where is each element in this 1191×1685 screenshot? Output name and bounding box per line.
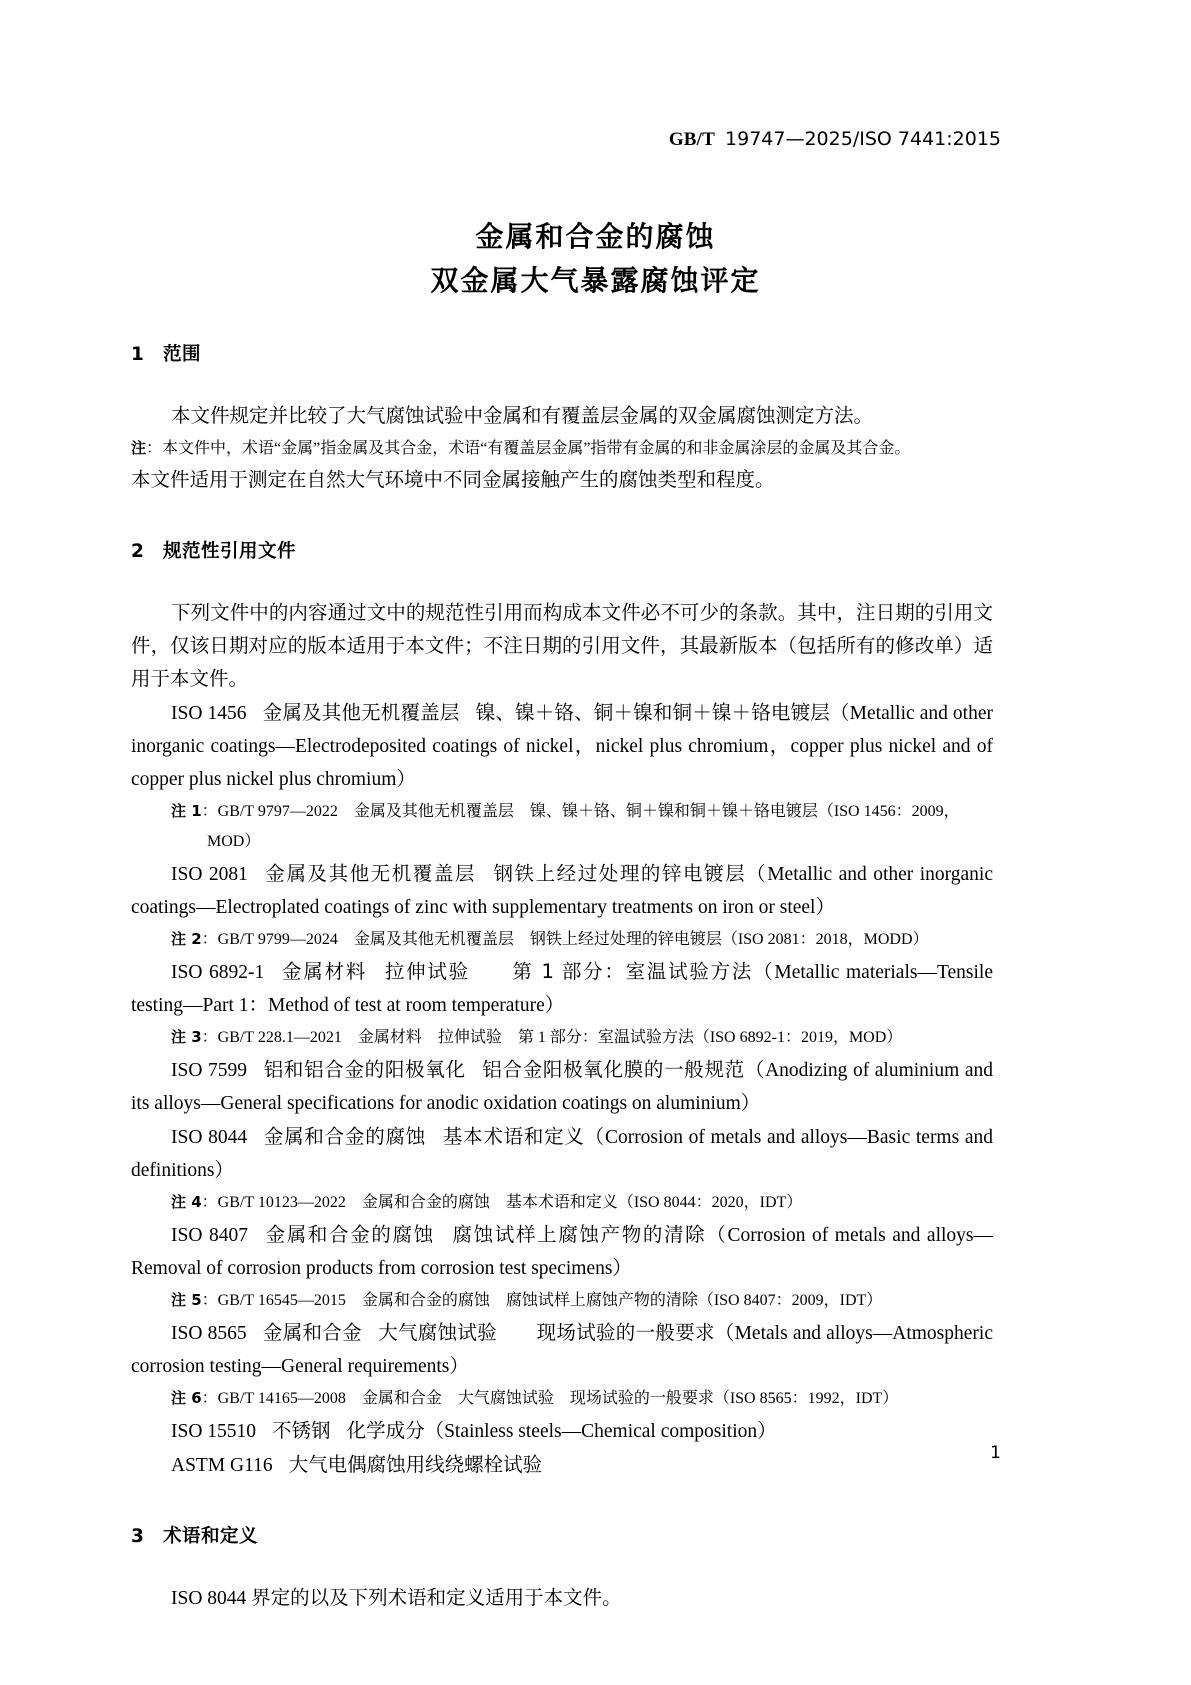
reference-id: ISO 1456 (171, 703, 247, 724)
reference-note (131, 1285, 993, 1316)
reference-zh-subtitle: 镍、镍＋铬、铜＋镍和铜＋镍＋铬电镀层 (475, 701, 830, 724)
reference-zh-subtitle: 基本术语和定义 (442, 1125, 585, 1148)
note-label: 注 2 (171, 930, 202, 948)
note-text: ：GB/T 10123—2022 金属和合金的腐蚀 基本术语和定义（ISO 8044：2020，IDT） (201, 1194, 803, 1211)
note-label: 注 6 (171, 1389, 202, 1407)
reference-id: ISO 8407 (171, 1225, 248, 1246)
reference-id: ISO 8044 (171, 1127, 248, 1148)
reference-en-title: （Metallic and other inorganic coatings—Electroplated coatings of zinc with supplementary treatments on iron or steel） (131, 864, 993, 918)
reference-zh-title: 铝和铝合金的阳极氧化 (263, 1058, 466, 1081)
reference-entry (131, 955, 993, 1022)
clause-title-2: 规范性引用文件 (163, 541, 297, 562)
reference-note (131, 1022, 993, 1053)
note-text: ：GB/T 9797—2022 金属及其他无机覆盖层 镍、镍＋铬、铜＋镍和铜＋镍＋铬电镀层（ISO 1456：2009， (201, 803, 960, 820)
reference-en-title: （Metals and alloys—Atmospheric corrosion testing—General requirements） (131, 1323, 993, 1377)
reference-id: ISO 6892-1 (171, 962, 265, 983)
terms-paragraph-1: ISO 8044 界定的以及下列术语和定义适用于本文件。 (171, 1588, 622, 1609)
reference-entry (131, 1218, 993, 1285)
scope-paragraph-1: 本文件规定并比较了大气腐蚀试验中金属和有覆盖层金属的双金属腐蚀测定方法。 (171, 406, 874, 427)
standard-code-number: 19747—2025/ISO 7441:2015 (725, 128, 1001, 150)
note-text-continued: MOD） (207, 833, 261, 850)
standard-code-prefix: GB/T (668, 129, 716, 150)
reference-zh-title: 金属及其他无机覆盖层 (263, 862, 476, 885)
reference-id: ISO 15510 (171, 1421, 257, 1442)
note-label: 注 3 (171, 1028, 202, 1046)
reference-zh-title: 金属及其他无机覆盖层 (262, 701, 460, 724)
scope-note (131, 433, 993, 464)
note-text: ：GB/T 14165—2008 金属和合金 大气腐蚀试验 现场试验的一般要求（ISO 8565：1992，IDT） (201, 1390, 899, 1407)
reference-en-title: （Metallic materials—Tensile testing—Part 1：Method of test at room temperature） (131, 962, 993, 1016)
reference-zh-subtitle: 铝合金阳极氧化膜的一般规范 (481, 1058, 745, 1081)
reference-en-title: （Corrosion of metals and alloys—Removal of corrosion products from corrosion test specimens） (131, 1225, 993, 1279)
reference-en-title: （Stainless steels—Chemical composition） (424, 1421, 777, 1442)
note-text: ：GB/T 228.1—2021 金属材料 拉伸试验 第 1 部分：室温试验方法（ISO 6892-1：2019，MOD） (201, 1029, 903, 1046)
page-number: 1 (990, 1443, 1001, 1463)
reference-en-title: （Metallic and other inorganic coatings—Electrodeposited coatings of nickel，nickel plus chromium，copper plus nickel and of copper plus nickel plus chromium） (131, 703, 993, 790)
reference-id: ISO 2081 (171, 864, 248, 885)
clause-number-1: 1 (131, 344, 145, 365)
reference-en-title: （Corrosion of metals and alloys—Basic terms and definitions） (131, 1127, 993, 1181)
document-body (131, 340, 993, 1615)
reference-entry (131, 1316, 993, 1383)
reference-note (131, 796, 993, 857)
clause-title-3: 术语和定义 (163, 1526, 259, 1547)
reference-id: ASTM G116 (171, 1455, 273, 1476)
reference-zh-title: 金属材料 (280, 960, 368, 983)
note-text: ：GB/T 9799—2024 金属及其他无机覆盖层 钢铁上经过处理的锌电镀层（ISO 2081：2018，MODD） (201, 931, 929, 948)
clause-title-1: 范围 (163, 344, 202, 365)
scope-paragraph-2: 本文件适用于测定在自然大气环境中不同金属接触产生的腐蚀类型和程度。 (131, 470, 775, 491)
reference-zh-title: 大气电偶腐蚀用线绕螺栓试验 (288, 1453, 543, 1476)
reference-zh-title: 不锈钢 (272, 1419, 331, 1442)
note-label: 注 4 (171, 1193, 202, 1211)
reference-zh-subtitle: 腐蚀试样上腐蚀产物的清除 (450, 1223, 707, 1246)
title-line-1: 金属和合金的腐蚀 (475, 220, 716, 253)
reference-entry (131, 1120, 993, 1187)
clause-number-2: 2 (131, 541, 145, 562)
note-text: ：本文件中，术语“金属”指金属及其合金，术语“有覆盖层金属”指带有金属的和非金属涂层的金属及其合金。 (146, 440, 911, 457)
reference-zh-subtitle: 拉伸试验 第 1 部分：室温试验方法 (383, 960, 754, 983)
clause-heading-3 (131, 1522, 993, 1548)
reference-note (131, 924, 993, 955)
reference-entry (131, 696, 993, 796)
reference-zh-title: 金属和合金的腐蚀 (263, 1223, 435, 1246)
reference-zh-subtitle: 大气腐蚀试验 现场试验的一般要求 (377, 1321, 715, 1344)
note-label: 注 5 (171, 1291, 202, 1309)
reference-entry (131, 857, 993, 924)
reference-id: ISO 7599 (171, 1060, 247, 1081)
reference-entry (131, 1053, 993, 1120)
reference-note (131, 1383, 993, 1414)
note-label: 注 (131, 439, 147, 457)
reference-zh-subtitle: 钢铁上经过处理的锌电镀层 (491, 862, 747, 885)
page-title (0, 215, 1191, 303)
note-label: 注 1 (171, 802, 202, 820)
clause-number-3: 3 (131, 1526, 145, 1547)
clause-heading-2 (131, 537, 993, 563)
reference-zh-title: 金属和合金的腐蚀 (263, 1125, 427, 1148)
reference-en-title: （Anodizing of aluminium and its alloys—General specifications for anodic oxidation coatings on aluminium） (131, 1060, 993, 1114)
clause-heading-1 (131, 340, 993, 366)
reference-zh-subtitle: 化学成分 (346, 1419, 425, 1442)
reference-id: ISO 8565 (171, 1323, 247, 1344)
title-line-2: 双金属大气暴露腐蚀评定 (430, 264, 761, 297)
normative-intro: 下列文件中的内容通过文中的规范性引用而构成本文件必不可少的条款。其中，注日期的引用文件，仅该日期对应的版本适用于本文件；不注日期的引用文件，其最新版本（包括所有的修改单）适用于本文件。 (131, 603, 993, 690)
reference-zh-title: 金属和合金 (262, 1321, 362, 1344)
reference-note (131, 1187, 993, 1218)
running-head (0, 128, 1191, 151)
note-text: ：GB/T 16545—2015 金属和合金的腐蚀 腐蚀试样上腐蚀产物的清除（ISO 8407：2009，IDT） (201, 1292, 883, 1309)
